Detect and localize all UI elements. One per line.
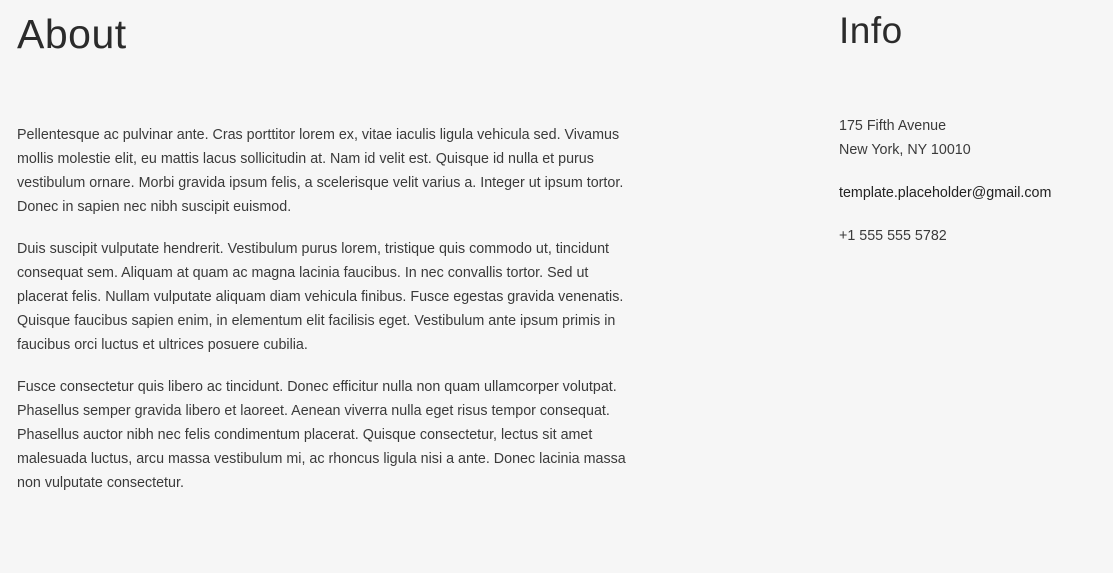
info-body: [839, 114, 1099, 267]
info-section: [839, 0, 1099, 244]
about-section: [17, 0, 639, 491]
phone-container: [839, 224, 1099, 248]
email-container: [839, 181, 1099, 205]
about-heading: About: [17, 11, 127, 57]
address-line-2: New York, NY 10010: [839, 142, 971, 158]
about-paragraph-2: Duis suscipit vulputate hendrerit. Vestibulum purus lorem, tristique quis commodo ut, tincidunt consequat sem. Aliquam at quam ac magna lacinia faucibus. In nec convallis tortor. Sed ut placerat felis. Nullam vulputate aliquam diam vehicula finibus. Fusce egestas gravida venenatis. Quisque faucibus sapien enim, in elementum elit facilisis eget. Vestibulum ante ipsum primis in faucibus orci luctus et ultrices posuere cubilia.: [17, 241, 624, 353]
about-paragraph-3: Fusce consectetur quis libero ac tincidunt. Donec efficitur nulla non quam ullamcorper volutpat. Phasellus semper gravida libero et laoreet. Aenean viverra nulla eget risus tempor consequat. Phasellus auctor nibh nec felis condimentum placerat. Quisque consectetur, lectus sit amet malesuada luctus, arcu massa vestibulum mi, ac rhoncus ligula nisi a ante. Donec lacinia massa non vulputate consectetur.: [17, 379, 626, 491]
about-paragraph-1: Pellentesque ac pulvinar ante. Cras porttitor lorem ex, vitae iaculis ligula vehicula sed. Vivamus mollis molestie elit, eu mattis lacus sollicitudin at. Nam id velit est. Quisque id nulla et purus vestibulum ornare. Morbi gravida ipsum felis, a scelerisque velit varius a. Integer ut ipsum tortor. Donec in sapien nec nibh suscipit euismod.: [17, 127, 624, 215]
info-heading: Info: [839, 10, 903, 51]
phone-number: +1 555 555 5782: [839, 228, 947, 244]
about-body: [17, 123, 639, 513]
address-line-1: 175 Fifth Avenue: [839, 118, 947, 134]
address: [839, 114, 1099, 162]
email-link[interactable]: template.placeholder@gmail.com: [839, 185, 1052, 201]
